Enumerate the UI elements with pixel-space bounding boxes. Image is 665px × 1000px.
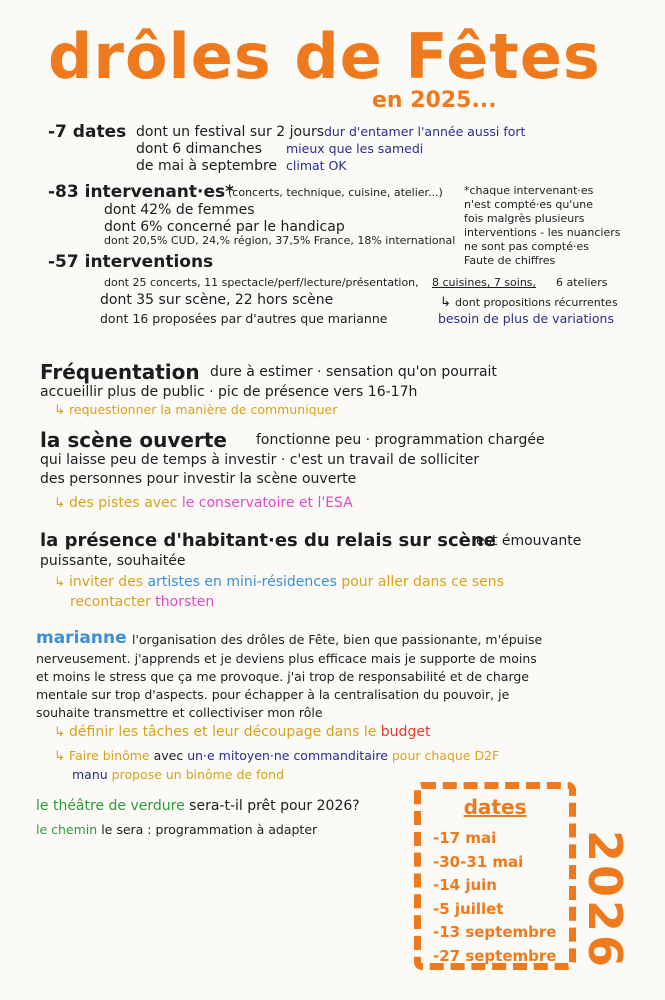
page-title: drôles de Fêtes [48,20,601,93]
marianne-action-3 [72,767,284,782]
interventions-note-1-text: dont propositions récurrentes [455,296,618,309]
interventions-line-1a: dont 25 concerts, 11 spectacle/perf/lecture/présentation, [104,276,419,289]
dates-2026-title: dates [463,795,527,819]
presence-action-2b: thorsten [155,594,215,610]
date-item: -14 juin [433,876,497,894]
arrow-icon: ↳ [54,403,70,418]
frequentation-text-2: accueillir plus de public · pic de présence vers 16-17h [40,384,418,400]
footnote-line-3: fois malgrès plusieurs [464,212,585,225]
presence-action-1b: artistes en mini-résidences [147,574,337,590]
presence-heading: la présence d'habitant·es du relais sur scène [40,530,496,551]
chemin-b: le sera : programmation à adapter [101,822,318,837]
presence-action-2 [70,594,214,610]
arrow-icon: ↳ [54,725,70,740]
dates-note-2: mieux que les samedi [286,141,424,156]
footnote-line-2: n'est compté·es qu'une [464,198,594,211]
footnote-line-1: *chaque intervenant·es [464,184,594,197]
marianne-line-4: mentale sur trop d'aspects. pour échapper à la centralisation du pouvoir, je [36,687,510,702]
presence-action-2a: recontacter [70,594,151,610]
marianne-action-2b: avec [153,748,184,763]
frequentation-heading: Fréquentation [40,360,200,384]
arrow-icon: ↳ [54,496,70,511]
marianne-name: marianne [36,628,127,648]
intervenants-line-2: dont 6% concerné par le handicap [104,219,345,235]
date-item: -17 mai [433,829,497,847]
year-2026: 2026 [578,830,632,971]
page-subtitle: en 2025... [372,88,497,113]
scene-heading: la scène ouverte [40,428,227,452]
interventions-line-1b: 8 cuisines, 7 soins, [432,276,537,289]
chemin-a: le chemin [36,822,98,837]
scene-action [54,495,353,511]
marianne-action-1b: budget [380,724,431,740]
intervenants-line-3: dont 20,5% CUD, 24,% région, 37,5% France, 18% international [104,234,456,247]
footnote-line-6: Faute de chiffres [464,254,556,267]
marianne-line-1: l'organisation des drôles de Fête, bien que passionante, m'épuise [132,632,543,647]
frequentation-action-text: requestionner la manière de communiquer [69,402,338,417]
scene-action-b: le conservatoire et l'ESA [181,495,353,511]
interventions-note-2: besoin de plus de variations [438,311,614,326]
dates-line-2: dont 6 dimanches [136,141,262,157]
chemin-line [36,822,317,837]
scene-text-2: qui laisse peu de temps à investir · c'est un travail de solliciter [40,452,480,468]
intervenants-line-1: dont 42% de femmes [104,202,255,218]
interventions-stat-label: -57 interventions [48,252,214,272]
interventions-line-3: dont 16 proposées par d'autres que marianne [100,311,388,326]
date-item: -30-31 mai [433,852,524,871]
presence-action-1c: pour aller dans ce sens [341,574,504,590]
interventions-line-1c: 6 ateliers [556,276,608,289]
marianne-line-2: nerveusement. j'apprends et je deviens plus efficace mais je supporte de moins [36,651,537,666]
marianne-action-3b: propose un binôme de fond [111,767,285,782]
dates-2026-list [433,827,556,968]
dates-stat-label: -7 dates [48,122,127,142]
marianne-action-2d: pour chaque D2F [391,748,500,763]
presence-action-1a: inviter des [69,574,144,590]
footnote-line-4: interventions - les nuanciers [464,226,621,239]
dates-note-3: climat OK [286,158,347,173]
verdure-line [36,798,360,814]
interventions-line-2: dont 35 sur scène, 22 hors scène [100,292,334,308]
footnote-line-5: ne sont pas compté·es [464,240,589,253]
arrow-icon: ↳ [54,749,70,764]
marianne-action-1a: définir les tâches et leur découpage dans le [69,724,377,740]
scene-action-a: des pistes avec [69,495,178,511]
marianne-action-2c: un·e mitoyen·ne commanditaire [187,748,388,763]
verdure-b: sera-t-il prêt pour 2026? [189,798,360,814]
intervenants-stat-label: -83 intervenant·es* [48,182,235,202]
arrow-icon: ↳ [440,295,456,310]
presence-text-2: puissante, souhaitée [40,553,186,569]
dates-note-1: dur d'entamer l'année aussi fort [324,124,526,139]
verdure-a: le théâtre de verdure [36,798,185,814]
intervenants-paren: (concerts, technique, cuisine, atelier...) [228,186,443,199]
interventions-note-1 [440,295,618,310]
frequentation-text-1: dure à estimer · sensation qu'on pourrait [210,364,497,380]
dates-2026-box [414,782,576,970]
marianne-action-2a: Faire binôme [69,748,150,763]
presence-text-1: est émouvante [476,533,582,549]
marianne-action-3a: manu [72,767,108,782]
marianne-action-1 [54,724,430,740]
presence-action-1 [54,574,504,590]
dates-line-3: de mai à septembre [136,158,278,174]
marianne-action-2 [54,748,499,764]
marianne-line-5: souhaite transmettre et collectiviser mon rôle [36,705,323,720]
date-item: -5 juillet [433,899,504,918]
scene-text-3: des personnes pour investir la scène ouverte [40,471,357,487]
arrow-icon: ↳ [54,575,70,590]
date-item: -13 septembre [433,923,557,941]
date-item: -27 septembre [433,946,557,965]
marianne-line-3: et moins le stress que ça me provoque. j'ai trop de responsabilité et de charge [36,669,529,684]
dates-line-1: dont un festival sur 2 jours [136,124,324,140]
frequentation-action [54,402,337,418]
scene-text-1: fonctionne peu · programmation chargée [256,432,545,448]
